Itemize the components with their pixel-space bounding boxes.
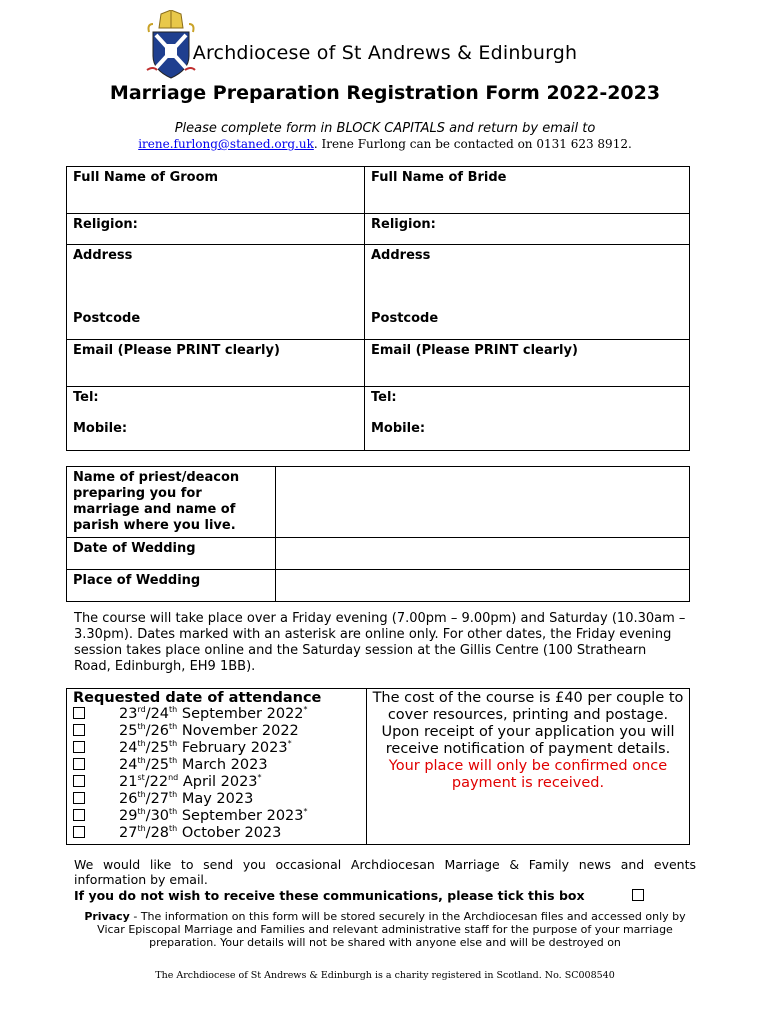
date-option-row[interactable] <box>73 791 360 808</box>
charity-footer: The Archdiocese of St Andrews & Edinburgh is a charity registered in Scotland. No. SC008540 <box>155 970 615 981</box>
date-month-year: April 2023 <box>178 774 258 790</box>
attendance-title: Requested date of attendance <box>73 690 322 706</box>
date-month-year: March 2023 <box>177 757 268 773</box>
contact-text: . Irene Furlong can be contacted on 0131 623 8912. <box>313 137 632 151</box>
date-month-year: May 2023 <box>177 791 254 807</box>
date-suffix-1: th <box>137 807 146 817</box>
date-suffix-2: nd <box>168 773 179 783</box>
bride-name-label: Full Name of Bride <box>371 170 507 185</box>
couple-details-table <box>66 166 690 451</box>
place-label-cell <box>67 570 276 602</box>
optout-label: If you do not wish to receive these communications, please tick this box <box>74 888 585 903</box>
date-day-2: 27 <box>150 791 170 807</box>
date-day-1: 26 <box>119 791 138 807</box>
date-option-label: 29th/30th September 2023* <box>119 807 308 824</box>
online-only-asterisk: * <box>303 807 308 817</box>
date-option-row[interactable] <box>73 723 360 740</box>
email-link[interactable]: irene.furlong@staned.org.uk <box>138 137 314 151</box>
cost-text: The cost of the course is £40 per couple to cover resources, printing and postage. Upon receipt of your application you will receive notification of payment details. <box>372 690 684 757</box>
bride-religion-label: Religion: <box>371 217 436 232</box>
date-suffix-2: th <box>169 824 178 834</box>
bride-mobile-label: Mobile: <box>371 421 426 436</box>
groom-postcode-label: Postcode <box>73 311 141 326</box>
bride-address-cell[interactable] <box>365 245 690 340</box>
wedding-date-input-cell[interactable] <box>276 538 690 570</box>
online-only-asterisk: * <box>257 773 262 783</box>
groom-tel-label: Tel: <box>73 390 99 405</box>
date-day-2: 26 <box>150 723 170 739</box>
date-checkbox[interactable] <box>73 792 85 804</box>
newsletter-text-line-2: information by email. <box>74 872 208 887</box>
date-day-1: 23 <box>119 706 138 722</box>
date-day-2: 25 <box>150 740 170 756</box>
payment-confirmation-text: Your place will only be confirmed once payment is received. <box>388 758 668 791</box>
date-suffix-1: th <box>137 790 146 800</box>
date-suffix-2: th <box>169 807 178 817</box>
attendance-table <box>66 688 690 845</box>
groom-name-label: Full Name of Groom <box>73 170 219 185</box>
bride-email-cell[interactable] <box>365 340 690 387</box>
cost-cell <box>367 689 690 845</box>
date-day-1: 29 <box>119 808 138 824</box>
date-suffix-2: th <box>169 705 178 715</box>
form-title: Marriage Preparation Registration Form 2022-2023 <box>109 82 661 104</box>
priest-input-cell[interactable] <box>276 467 690 538</box>
date-checkbox[interactable] <box>73 758 85 770</box>
date-option-row[interactable] <box>73 825 360 842</box>
date-option-row[interactable] <box>73 774 360 791</box>
date-month-year: September 2022 <box>177 706 304 722</box>
bride-postcode-label: Postcode <box>371 311 439 326</box>
groom-religion-cell[interactable] <box>67 214 365 245</box>
date-checkbox[interactable] <box>73 707 85 719</box>
wedding-details-table <box>66 466 690 602</box>
date-day-1: 25 <box>119 723 138 739</box>
date-month-year: October 2023 <box>177 825 282 841</box>
bride-address-label: Address <box>371 248 431 263</box>
date-option-row[interactable] <box>73 740 360 757</box>
date-day-2: 28 <box>150 825 170 841</box>
date-checkbox[interactable] <box>73 775 85 787</box>
course-information: The course will take place over a Friday evening (7.00pm – 9.00pm) and Saturday (10.30am – 3.30pm). Dates marked with an asterisk are online only. For other dates, the Friday evening session takes place online and the Saturday session at the Gillis Centre (100 Strathearn Road, Edinburgh, EH9 1BB). <box>74 611 686 674</box>
date-options-list <box>73 706 360 842</box>
instructions-line-2 <box>0 137 770 151</box>
wedding-place-input-cell[interactable] <box>276 570 690 602</box>
date-option-label: 24th/25th February 2023* <box>119 739 292 756</box>
attendance-dates-cell <box>67 689 367 845</box>
date-day-1: 24 <box>119 757 138 773</box>
bride-phone-cell[interactable] <box>365 387 690 451</box>
groom-name-cell[interactable] <box>67 167 365 214</box>
wedding-place-label: Place of Wedding <box>73 573 201 588</box>
online-only-asterisk: * <box>303 705 308 715</box>
optout-checkbox[interactable] <box>632 889 644 901</box>
date-suffix-2: th <box>169 739 178 749</box>
date-suffix-1: th <box>137 722 146 732</box>
date-option-row[interactable] <box>73 808 360 825</box>
date-option-label: 26th/27th May 2023 <box>119 790 254 807</box>
groom-religion-label: Religion: <box>73 217 138 232</box>
online-only-asterisk: * <box>287 739 292 749</box>
wedding-date-label: Date of Wedding <box>73 541 196 556</box>
groom-email-cell[interactable] <box>67 340 365 387</box>
priest-label: Name of priest/deacon preparing you for marriage and name of parish where you live. <box>73 470 240 533</box>
date-option-label: 25th/26th November 2022 <box>119 722 299 739</box>
date-label-cell <box>67 538 276 570</box>
date-suffix-1: rd <box>137 705 146 715</box>
date-option-label: 23rd/24th September 2022* <box>119 705 308 722</box>
instructions-line-1: Please complete form in BLOCK CAPITALS and return by email to <box>174 121 596 136</box>
privacy-label: Privacy <box>84 910 130 923</box>
date-option-label: 27th/28th October 2023 <box>119 824 282 841</box>
groom-phone-cell[interactable] <box>67 387 365 451</box>
date-option-label: 24th/25th March 2023 <box>119 756 268 773</box>
date-option-row[interactable] <box>73 706 360 723</box>
date-day-2: 25 <box>150 757 170 773</box>
date-suffix-2: th <box>169 790 178 800</box>
date-checkbox[interactable] <box>73 826 85 838</box>
date-day-2: 30 <box>150 808 170 824</box>
date-option-row[interactable] <box>73 757 360 774</box>
bride-religion-cell[interactable] <box>365 214 690 245</box>
date-day-1: 24 <box>119 740 138 756</box>
date-suffix-2: th <box>169 722 178 732</box>
newsletter-text-line-1: We would like to send you occasional Archdiocesan Marriage & Family news and events <box>74 857 696 872</box>
groom-email-label: Email (Please PRINT clearly) <box>73 343 280 358</box>
date-checkbox[interactable] <box>73 741 85 753</box>
date-suffix-1: th <box>137 824 146 834</box>
date-checkbox[interactable] <box>73 724 85 736</box>
date-suffix-1: th <box>137 739 146 749</box>
date-suffix-1: th <box>137 756 146 766</box>
date-month-year: September 2023 <box>177 808 304 824</box>
privacy-notice <box>70 910 700 949</box>
date-suffix-1: st <box>137 773 145 783</box>
privacy-text: - The information on this form will be stored securely in the Archdiocesan files and accessed only by Vicar Episcopal Marriage and Families and relevant administrative staff for the purpose of your marriage preparation. Your details will not be shared with anyone else and will be destroyed on <box>97 910 686 949</box>
date-option-label: 21st/22nd April 2023* <box>119 773 262 790</box>
bride-tel-label: Tel: <box>371 390 397 405</box>
date-day-1: 27 <box>119 825 138 841</box>
bride-email-label: Email (Please PRINT clearly) <box>371 343 578 358</box>
date-month-year: February 2023 <box>177 740 288 756</box>
groom-address-cell[interactable] <box>67 245 365 340</box>
date-month-year: November 2022 <box>177 723 299 739</box>
groom-address-label: Address <box>73 248 133 263</box>
date-checkbox[interactable] <box>73 809 85 821</box>
organization-name: Archdiocese of St Andrews & Edinburgh <box>192 42 578 64</box>
groom-mobile-label: Mobile: <box>73 421 128 436</box>
priest-label-cell <box>67 467 276 538</box>
date-day-2: 24 <box>150 706 170 722</box>
bride-name-cell[interactable] <box>365 167 690 214</box>
date-day-2: 22 <box>149 774 169 790</box>
date-suffix-2: th <box>169 756 178 766</box>
date-day-1: 21 <box>119 774 138 790</box>
